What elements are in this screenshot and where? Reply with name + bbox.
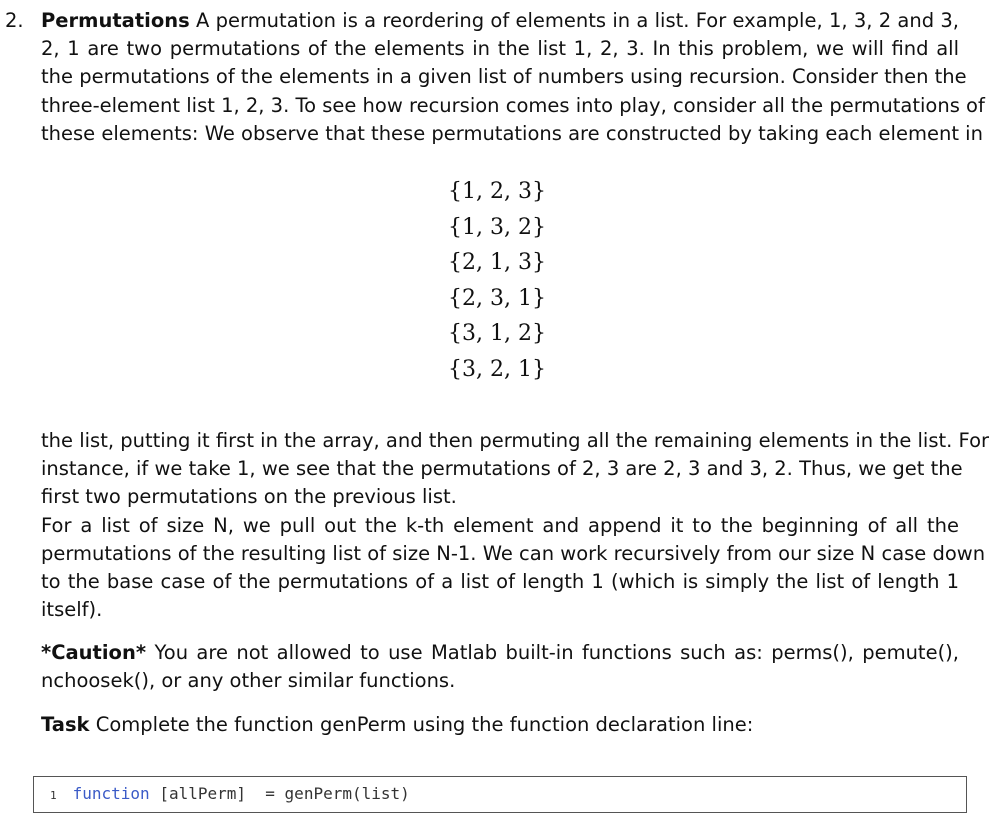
permutation-4: {2, 3, 1} xyxy=(448,285,546,311)
caution-line-2: nchoosek(), or any other similar functions. xyxy=(41,669,456,693)
caution-label: *Caution* xyxy=(41,641,147,664)
code-listing xyxy=(33,776,967,813)
line-number: 1 xyxy=(50,789,57,802)
cont-line-2: instance, if we take 1, we see that the permutations of 2, 3 are 2, 3 and 3, 2. Thus, we get the xyxy=(41,457,963,481)
permutation-3: {2, 1, 3} xyxy=(448,250,546,276)
permutation-6: {3, 2, 1} xyxy=(448,356,546,382)
intro-line-2: 2, 1 are two permutations of the elements in the list 1, 2, 3. In this problem, we will find all xyxy=(41,37,959,61)
code-line-1 xyxy=(50,784,410,803)
caution-paragraph xyxy=(0,639,994,695)
task-text: Complete the function genPerm using the function declaration line: xyxy=(95,713,754,736)
continuation-paragraph xyxy=(0,427,994,624)
cont-line-1: the list, putting it first in the array, and then permuting all the remaining elements in the list. For xyxy=(41,429,990,452)
permutation-1: {1, 2, 3} xyxy=(448,179,546,204)
code-keyword: function xyxy=(72,784,150,803)
permutation-list xyxy=(0,174,994,388)
permutation-5: {3, 1, 2} xyxy=(448,321,546,347)
problem-title: Permutations xyxy=(41,9,190,32)
intro-line-4: three-element list 1, 2, 3. To see how recursion comes into play, consider all the permutations of xyxy=(41,93,985,117)
rec-line-3: to the base case of the permutations of a list of length 1 (which is simply the list of length 1 xyxy=(41,570,959,594)
rec-line-4: itself). xyxy=(41,598,103,622)
intro-line-3: the permutations of the elements in a given list of numbers using recursion. Consider then the xyxy=(41,65,967,89)
cont-line-3: first two permutations on the previous list. xyxy=(41,485,457,509)
rec-line-1: For a list of size N, we pull out the k-th element and append it to the beginning of all the xyxy=(41,513,959,537)
intro-line-1: A permutation is a reordering of elements in a list. For example, 1, 3, 2 and 3, xyxy=(196,9,959,32)
task-paragraph xyxy=(0,711,994,739)
task-label: Task xyxy=(41,713,90,736)
code-declaration: [allPerm] = genPerm(list) xyxy=(149,784,410,803)
intro-line-5: these elements: We observe that these permutations are constructed by taking each element in xyxy=(41,121,983,145)
permutation-2: {1, 3, 2} xyxy=(448,214,546,240)
rec-line-2: permutations of the resulting list of size N-1. We can work recursively from our size N case down xyxy=(41,541,986,565)
caution-line-1: You are not allowed to use Matlab built-in functions such as: perms(), pemute(), xyxy=(154,641,959,664)
problem-number: 2. xyxy=(5,9,24,32)
intro-paragraph xyxy=(0,7,994,148)
